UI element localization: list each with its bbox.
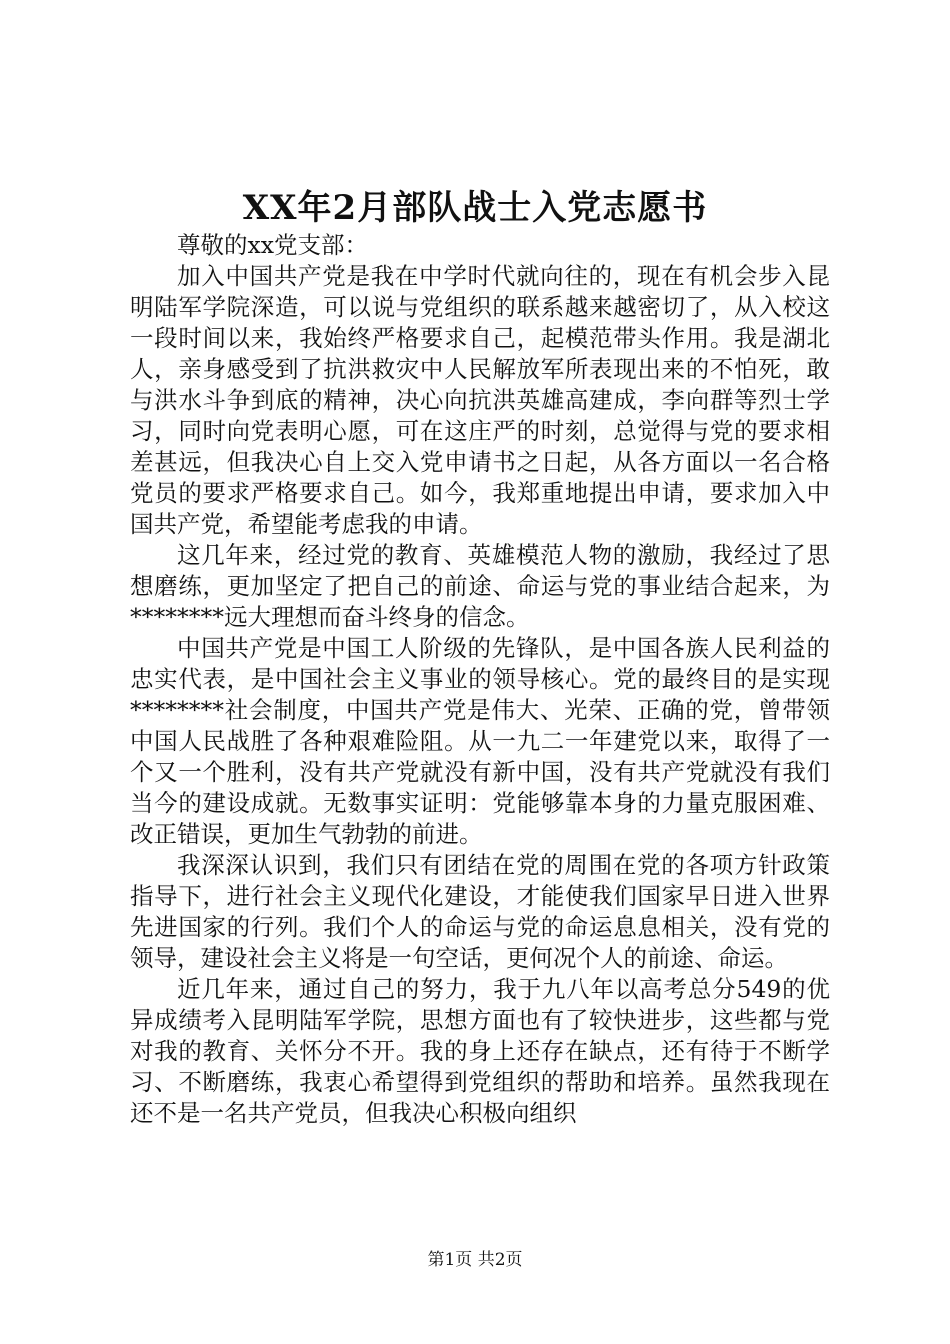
- paragraph: 中国共产党是中国工人阶级的先锋队，是中国各族人民利益的忠实代表，是中国社会主义事业的领导核心。党的最终目的是实现********社会制度，中国共产党是伟大、光荣、正确的党，曾带领中国人民战胜了各种艰难险阻。从一九二一年建党以来，取得了一个又一个胜利，没有共产党就没有新中国，没有共产党就没有我们当今的建设成就。无数事实证明：党能够靠本身的力量克服困难、改正错误，更加生气勃勃的前进。: [130, 634, 830, 848]
- paragraph: 我深深认识到，我们只有团结在党的周围在党的各项方针政策指导下，进行社会主义现代化建设，才能使我们国家早日进入世界先进国家的行列。我们个人的命运与党的命运息息相关，没有党的领导，建设社会主义将是一句空话，更何况个人的前途、命运。: [130, 851, 830, 972]
- page-indicator: 第1页 共2页: [427, 1250, 523, 1270]
- document-body: [130, 230, 830, 1129]
- paragraph: 近几年来，通过自己的努力，我于九八年以高考总分549的优异成绩考入昆明陆军学院，思想方面也有了较快进步，这些都与党对我的教育、关怀分不开。我的身上还存在缺点，还有待于不断学习、不断磨练，我衷心希望得到党组织的帮助和培养。虽然我现在还不是一名共产党员，但我决心积极向组织: [130, 975, 830, 1127]
- salutation: 尊敬的xx党支部：: [177, 231, 369, 259]
- paragraph: 加入中国共产党是我在中学时代就向往的，现在有机会步入昆明陆军学院深造，可以说与党组织的联系越来越密切了，从入校这一段时间以来，我始终严格要求自己，起模范带头作用。我是湖北人，亲身感受到了抗洪救灾中人民解放军所表现出来的不怕死，敢与洪水斗争到底的精神，决心向抗洪英雄高建成，李向群等烈士学习，同时向党表明心愿，可在这庄严的时刻，总觉得与党的要求相差甚远，但我决心自上交入党申请书之日起，从各方面以一名合格党员的要求严格要求自己。如今，我郑重地提出申请，要求加入中国共产党，希望能考虑我的申请。: [130, 262, 830, 538]
- document-title: XX年2月部队战士入党志愿书: [242, 188, 708, 228]
- paragraph: 这几年来，经过党的教育、英雄模范人物的激励，我经过了思想磨练，更加坚定了把自己的前途、命运与党的事业结合起来，为********远大理想而奋斗终身的信念。: [130, 541, 830, 631]
